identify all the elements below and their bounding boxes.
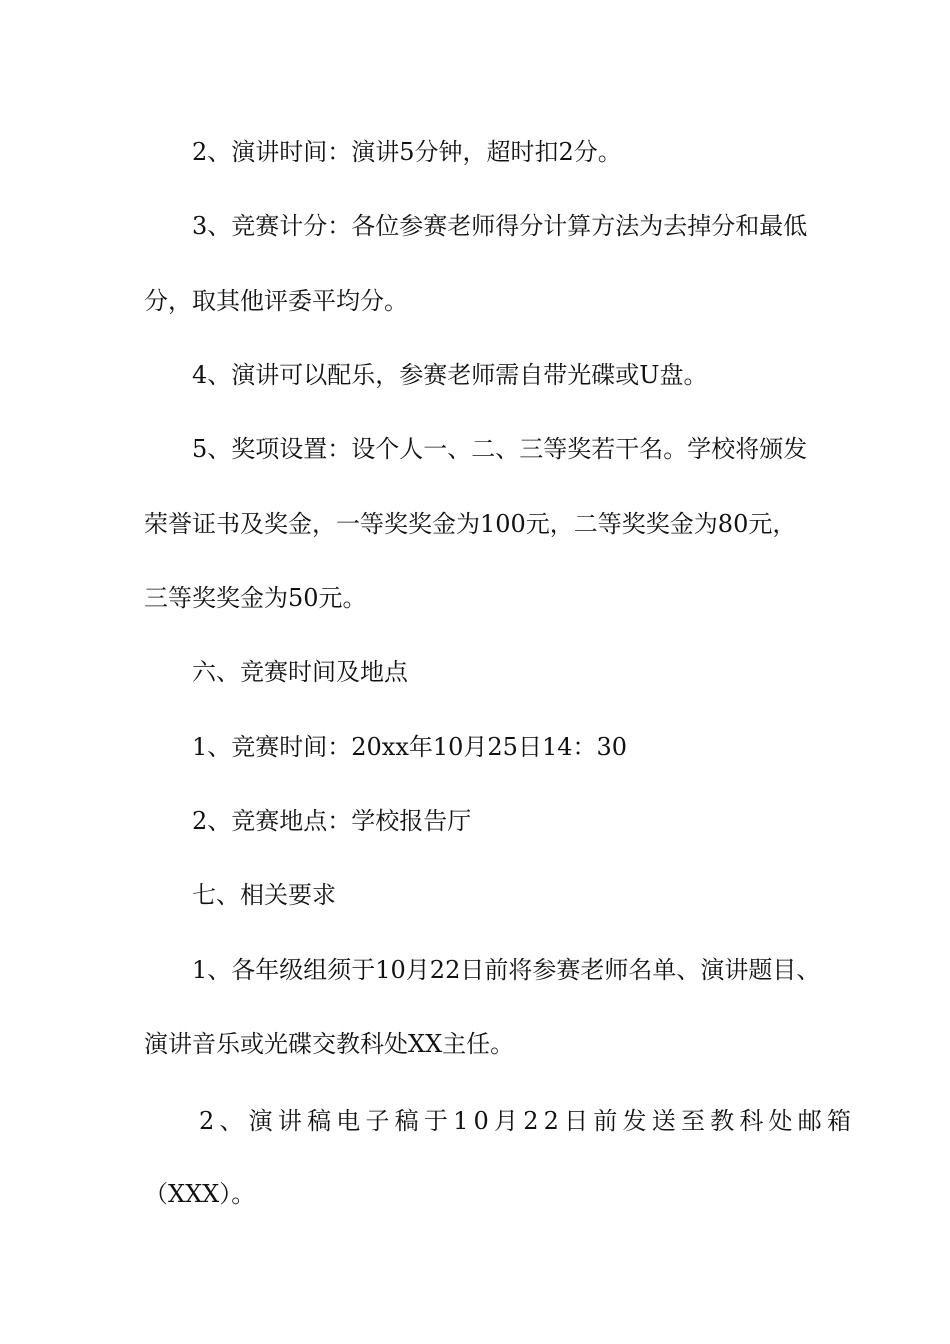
section-heading-time-place: 六、竞赛时间及地点 (192, 658, 408, 686)
competition-time: 1、竞赛时间：20xx年10月25日14：30 (192, 733, 628, 761)
competition-place: 2、竞赛地点：学校报告厅 (192, 807, 472, 835)
rule-scoring-continued: 分，取其他评委平均分。 (144, 287, 408, 315)
requirement-email-continued: （XXX）。 (144, 1180, 256, 1208)
requirement-email: 2、演讲稿电子稿于10月22日前发送至教科处邮箱 (199, 1107, 857, 1135)
rule-music: 4、演讲可以配乐，参赛老师需自带光碟或U盘。 (192, 361, 708, 389)
rule-awards-continued-2: 三等奖奖金为50元。 (144, 584, 367, 612)
rule-speech-time: 2、演讲时间：演讲5分钟，超时扣2分。 (192, 138, 622, 166)
rule-scoring: 3、竞赛计分：各位参赛老师得分计算方法为去掉分和最低 (192, 212, 808, 240)
rule-awards: 5、奖项设置：设个人一、二、三等奖若干名。学校将颁发 (192, 435, 808, 463)
requirement-submission-continued: 演讲音乐或光碟交教科处XX主任。 (144, 1030, 515, 1058)
requirement-submission: 1、各年级组须于10月22日前将参赛老师名单、演讲题目、 (192, 956, 821, 984)
rule-awards-continued: 荣誉证书及奖金，一等奖奖金为100元，二等奖奖金为80元， (144, 510, 797, 538)
section-heading-requirements: 七、相关要求 (192, 881, 336, 909)
